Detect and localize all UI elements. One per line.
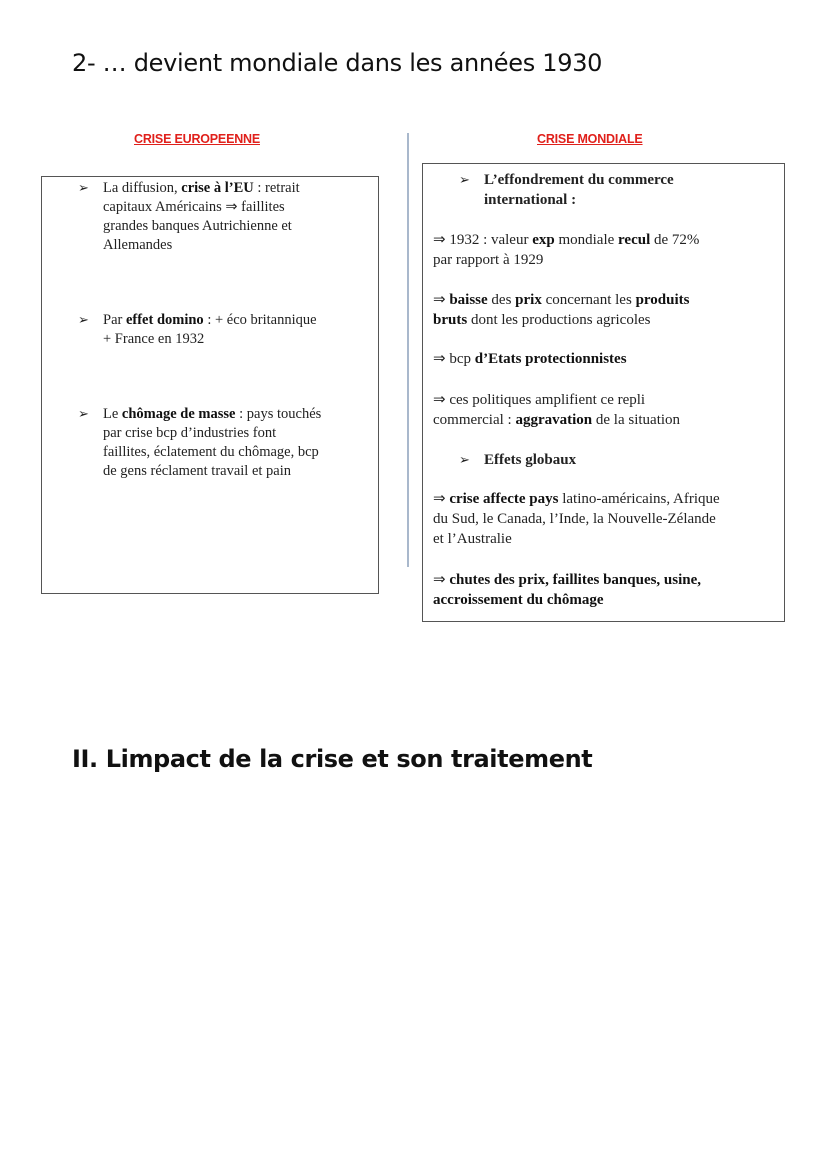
bold-text: prix <box>515 292 542 308</box>
text: de 72% par rapport à 1929 <box>433 232 700 268</box>
bold-text: chômage de masse <box>121 406 236 422</box>
text: : + éco britannique + France en 1932 <box>103 312 317 347</box>
column-divider <box>407 133 409 567</box>
left-column-heading: CRISE EUROPEENNE <box>134 132 260 146</box>
bold-text: crise affecte pays <box>449 491 559 507</box>
bold-text: crise à l’EU <box>181 180 254 196</box>
bold-text: chutes des prix, faillites banques, usine, accroissement du chômage <box>433 572 702 608</box>
bold-text: effet domino <box>125 312 204 328</box>
subsection-title: 2- … devient mondiale dans les années 1930 <box>72 49 603 77</box>
arrow-bullet-icon: ➢ <box>459 173 470 188</box>
text: ⇒ <box>433 491 450 507</box>
paragraph <box>103 311 317 349</box>
arrow-bullet-icon: ➢ <box>78 313 89 328</box>
paragraph <box>103 405 321 481</box>
text: Par <box>103 312 126 328</box>
subheading-trade-collapse: L’effondrement du commerce international : <box>484 172 674 208</box>
bold-text: recul <box>618 232 651 248</box>
paragraph <box>433 570 701 610</box>
arrow-bullet-icon: ➢ <box>78 407 89 422</box>
paragraph <box>433 349 627 369</box>
text: : pays touchés par crise bcp d’industries font faillites, éclatement du chômage, bcp de gens réclament travail et pain <box>103 406 322 479</box>
text: ⇒ ces politiques amplifient ce repli commercial : <box>433 392 646 428</box>
bold-text: d’Etats protectionnistes <box>474 351 627 367</box>
arrow-bullet-icon: ➢ <box>459 453 470 468</box>
paragraph <box>103 179 300 255</box>
text: Le <box>103 406 122 422</box>
paragraph <box>433 230 699 270</box>
bold-text: aggravation <box>515 412 593 428</box>
text: : retrait capitaux Américains ⇒ faillites grandes banques Autrichienne et Allemandes <box>103 180 300 253</box>
right-column-heading: CRISE MONDIALE <box>537 132 643 146</box>
text: ⇒ <box>433 572 450 588</box>
text: mondiale <box>554 232 619 248</box>
bold-text: baisse <box>449 292 488 308</box>
text: ⇒ 1932 : valeur <box>433 232 533 248</box>
subheading-global-effects: Effets globaux <box>484 452 577 468</box>
text: latino-américains, Afrique du Sud, le Canada, l’Inde, la Nouvelle-Zélande et l’Australie <box>433 491 720 547</box>
section-heading: II. Limpact de la crise et son traitement <box>72 745 593 773</box>
text: des <box>487 292 516 308</box>
paragraph <box>433 390 680 430</box>
arrow-bullet-icon: ➢ <box>78 181 89 196</box>
text: dont les productions agricoles <box>467 312 651 328</box>
paragraph <box>433 489 720 549</box>
text: ⇒ <box>433 292 450 308</box>
bold-text: produits bruts <box>433 292 690 328</box>
text: La diffusion, <box>103 180 182 196</box>
text: concernant les <box>541 292 636 308</box>
text: de la situation <box>592 412 681 428</box>
text: ⇒ bcp <box>433 351 475 367</box>
paragraph <box>433 290 689 330</box>
bold-text: exp <box>532 232 555 248</box>
